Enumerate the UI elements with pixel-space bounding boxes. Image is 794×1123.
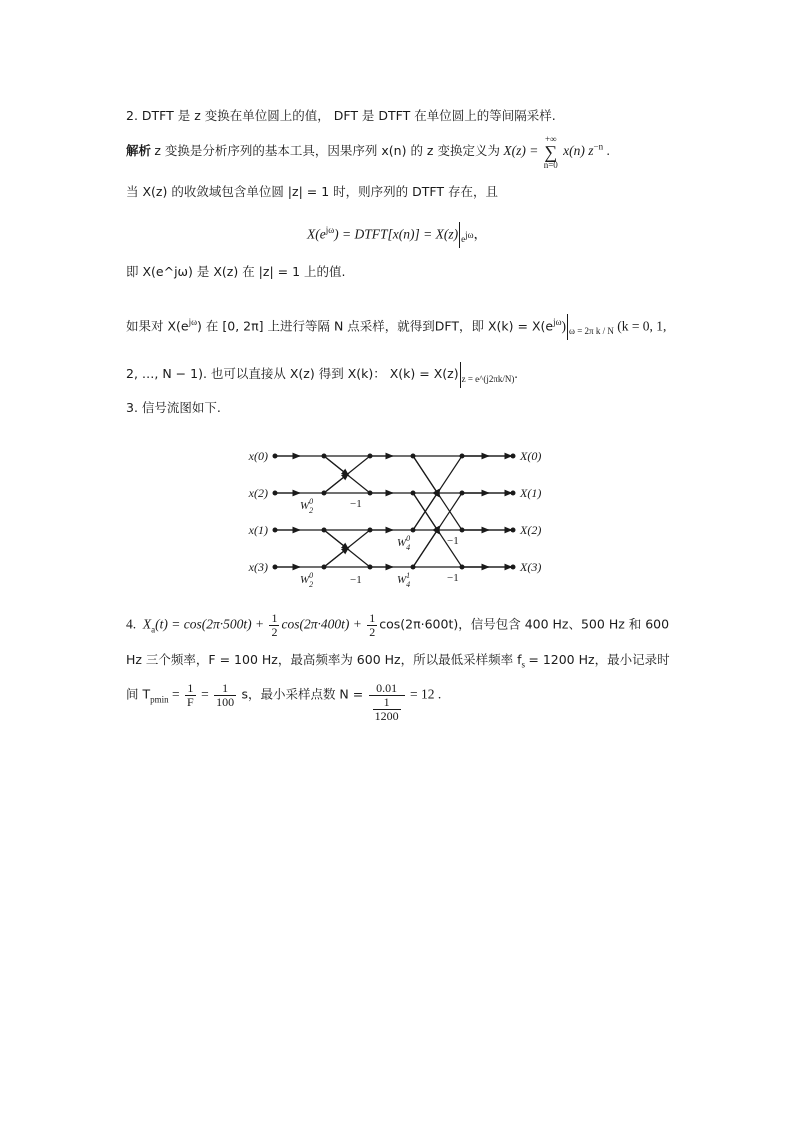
q2-line-4: [126, 312, 666, 341]
input-label: x(2): [248, 486, 268, 500]
q4-formula-d: cos(2π·600t)，信号包含 400 Hz、500 Hz 和 600: [379, 616, 670, 632]
node: [322, 491, 327, 496]
minus-one-label: −1: [350, 498, 362, 510]
q2-line-4-sub: ω = 2π k / N: [569, 326, 614, 337]
node: [460, 565, 465, 570]
q2-line-4-c: ): [561, 318, 567, 334]
q2-zt-lhs: X(z) =: [503, 143, 539, 159]
sigma-icon: ∑: [544, 142, 558, 162]
eq-sub-exp: jω: [465, 230, 474, 241]
q4-x: X: [142, 616, 152, 632]
q4-fs-sub: s: [521, 659, 525, 670]
q4-line-3: [126, 682, 441, 723]
node: [273, 565, 278, 570]
fraction-n: $\frac{0.01}{\frac{1}{1200}}$: [369, 682, 405, 723]
eq-mid: ) = DTFT[x(n)] = X(z): [334, 226, 459, 242]
q2-line-4-b-exp: jω: [553, 317, 562, 327]
q4-number: 4.: [126, 616, 137, 632]
fft-signal-flow-graph: [0, 436, 794, 606]
q2-line-3: [126, 262, 345, 282]
fraction-1-over-100: $\frac{1}{100}$: [216, 681, 235, 709]
q2-line-5: [126, 362, 518, 389]
output-label: X(1): [520, 486, 542, 500]
q2-line-4-d: (k = 0, 1,: [617, 318, 667, 334]
twiddle-w4-a: $W^0$ 4: [397, 534, 411, 552]
q4-formula-b: (t) = cos(2π·500t) +: [155, 616, 265, 632]
q2-heading: [126, 106, 556, 126]
eq-end: ，: [473, 226, 488, 242]
node: [411, 565, 416, 570]
node: [411, 528, 416, 533]
q4-line-3-c: = 12 .: [409, 686, 442, 702]
minus-one-label: −1: [447, 535, 459, 547]
equals: =: [201, 686, 209, 702]
q2-zt-rhs: x(n) z: [563, 143, 594, 159]
input-label: x(0): [248, 449, 268, 463]
node: [511, 528, 516, 533]
q4-formula-c: cos(2π·400t) +: [281, 616, 362, 632]
q2-line-1: [126, 134, 610, 170]
eval-bar: [460, 362, 461, 388]
eq-sub: e: [461, 234, 466, 245]
q2-line-4-b: ) 在 [0, 2π] 上进行等隔 N 点采样，就得到DFT，即 X(k) = X(e: [197, 318, 554, 334]
node: [368, 491, 373, 496]
node: [460, 491, 465, 496]
node: [411, 454, 416, 459]
q2-line-5-sub: z = e^(j2πk/N): [461, 373, 515, 384]
q2-line-1-end: .: [606, 143, 610, 159]
fraction-1-over-1200: $\frac{1}{1200}$: [374, 695, 399, 724]
output-label: X(3): [520, 560, 542, 574]
analysis-label: 解析: [126, 143, 152, 159]
node: [460, 528, 465, 533]
q2-line-3-text: 即 X(e^jω) 是 X(z) 在 |z| = 1 上的值.: [126, 264, 346, 279]
output-label: X(0): [520, 449, 542, 463]
q2-line-2-text: 当 X(z) 的收敛域包含单位圆 |z| = 1 时，则序列的 DTFT 存在，且: [126, 184, 498, 199]
minus-one-label: −1: [447, 572, 459, 584]
q4-line-3-b: s，最小采样点数 N =: [241, 686, 364, 702]
eval-bar: [567, 314, 568, 340]
q2-sum-symbol: [544, 134, 558, 170]
twiddle-w2-b: $W^0$ 2: [300, 571, 314, 589]
q4-line-2: [126, 650, 670, 675]
node: [368, 528, 373, 533]
minus-one-label: −1: [350, 574, 362, 586]
q2-zt-exp: −n: [593, 141, 604, 152]
node: [273, 528, 278, 533]
q3-heading: [126, 398, 221, 418]
q4-line-2-text: Hz 三个频率，F = 100 Hz，最高频率为 600 Hz，所以最低采样频率 f: [126, 652, 522, 667]
q4-line-2-b: = 1200 Hz，最小记录时: [528, 652, 670, 667]
node: [322, 565, 327, 570]
q2-line-1-text: z 变换是分析序列的基本工具，因果序列 x(n) 的 z 变换定义为: [154, 143, 500, 159]
q2-line-4-a-exp: jω: [188, 317, 198, 327]
q2-line-2: [126, 182, 498, 202]
input-label: x(1): [248, 523, 268, 537]
node: [460, 454, 465, 459]
node: [368, 454, 373, 459]
eq-lhs-exp: jω: [325, 225, 335, 235]
q4-tpmin-sub: pmin: [150, 694, 169, 705]
q4-x-sub: a: [151, 624, 156, 635]
node: [273, 491, 278, 496]
node: [322, 454, 327, 459]
twiddle-w4-b: $W^1$ 4: [397, 571, 411, 589]
twiddle-w2-a: $W^0$ 2: [300, 497, 314, 515]
q2-line-5-end: .: [514, 366, 518, 382]
output-label: X(2): [520, 523, 542, 537]
half-fraction: $\frac{1}{2}$: [271, 611, 278, 639]
node: [411, 491, 416, 496]
sum-lower: n=0: [543, 160, 558, 170]
eval-bar: [459, 222, 460, 248]
q3-heading-text: 3. 信号流图如下.: [126, 400, 221, 415]
q2-dtft-equation: [0, 220, 794, 249]
q2-line-4-a: 如果对 X(e: [126, 318, 189, 334]
node: [368, 565, 373, 570]
half-fraction: $\frac{1}{2}$: [369, 611, 376, 639]
node: [322, 528, 327, 533]
node: [511, 491, 516, 496]
q2-line-5-text: 2, …, N − 1). 也可以直接从 X(z) 得到 X(k)： X(k) = X(z): [126, 366, 459, 382]
q2-heading-text: 2. DTFT 是 z 变换在单位圆上的值， DFT 是 DTFT 在单位圆上的等间隔采样.: [126, 108, 556, 123]
equals: =: [172, 686, 180, 702]
q4-line-3-a: 间 T: [126, 686, 151, 702]
node: [511, 565, 516, 570]
eq-lhs: X(e: [306, 226, 326, 242]
fraction-1-over-F: $\frac{1}{F}$: [187, 681, 194, 709]
sum-upper: +∞: [544, 134, 557, 144]
node: [273, 454, 278, 459]
input-label: x(3): [248, 560, 268, 574]
node: [511, 454, 516, 459]
q4-line-1: [126, 612, 669, 639]
